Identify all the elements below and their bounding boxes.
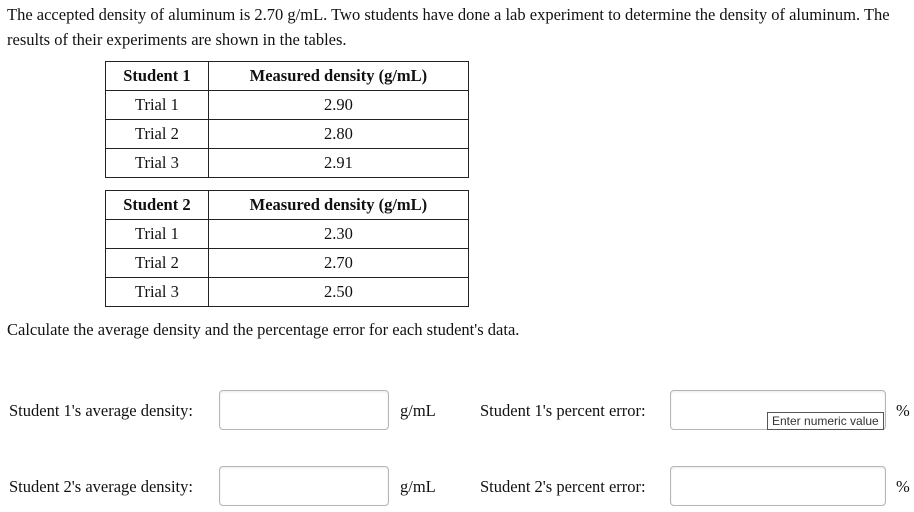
problem-intro: The accepted density of aluminum is 2.70 g/mL. Two students have done a lab experiment to determine the density of aluminum. The results of their experiments are shown in the tables. — [7, 5, 890, 49]
measured-density-header: Measured density (g/mL) — [208, 191, 468, 220]
student-header: Student 2 — [106, 191, 209, 220]
table-row — [106, 220, 469, 249]
student-2-percent-error-input[interactable] — [670, 466, 886, 506]
student-2-percent-unit: % — [896, 477, 910, 496]
student-1-average-input[interactable] — [219, 390, 389, 430]
trial-value: 2.30 — [208, 220, 468, 249]
table-row — [106, 249, 469, 278]
table-row — [106, 120, 469, 149]
table-row — [106, 149, 469, 178]
trial-label: Trial 3 — [106, 278, 209, 307]
student-2-table — [105, 190, 469, 307]
trial-label: Trial 1 — [106, 91, 209, 120]
student-2-average-label: Student 2's average density: — [9, 477, 193, 496]
trial-value: 2.50 — [208, 278, 468, 307]
trial-value: 2.70 — [208, 249, 468, 278]
student-1-percent-unit: % — [896, 401, 910, 420]
table-header-row — [106, 191, 469, 220]
measured-density-header: Measured density (g/mL) — [208, 62, 468, 91]
student-2-average-unit: g/mL — [400, 477, 436, 496]
trial-label: Trial 1 — [106, 220, 209, 249]
student-1-average-unit: g/mL — [400, 401, 436, 420]
student-2-average-input[interactable] — [219, 466, 389, 506]
student-2-percent-error-label: Student 2's percent error: — [480, 477, 646, 496]
trial-label: Trial 2 — [106, 120, 209, 149]
student-header: Student 1 — [106, 62, 209, 91]
trial-label: Trial 3 — [106, 149, 209, 178]
trial-label: Trial 2 — [106, 249, 209, 278]
table-row — [106, 91, 469, 120]
trial-value: 2.80 — [208, 120, 468, 149]
student-1-average-label: Student 1's average density: — [9, 401, 193, 420]
trial-value: 2.90 — [208, 91, 468, 120]
trial-value: 2.91 — [208, 149, 468, 178]
table-header-row — [106, 62, 469, 91]
student-1-table — [105, 61, 469, 178]
student-1-percent-error-label: Student 1's percent error: — [480, 401, 646, 420]
instruction-text: Calculate the average density and the percentage error for each student's data. — [7, 320, 520, 339]
table-row — [106, 278, 469, 307]
input-hint-tooltip: Enter numeric value — [767, 412, 884, 430]
